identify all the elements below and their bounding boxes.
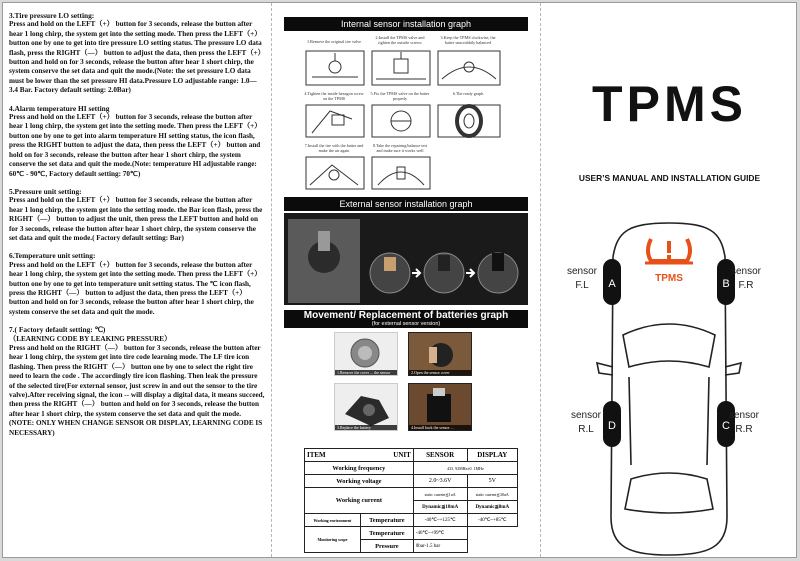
working-current-label: Working current xyxy=(305,488,414,514)
sensor-label-rear-right xyxy=(729,409,759,437)
section-heading: 3.Tire pressure LO setting: xyxy=(9,11,95,20)
section-body: Press and hold on the RIGHT（—） button for 3 seconds, release the button after hear 1 long chirp, the system get into tire code learning mode. The LF tire icon flashing. Then press the RIGHT（—） button one by one to select the right tire need to learn the code . The accordingly tire icon flashing. Then leak the pressure of the selected tire(For external sensor, just screw in and out the sensor to the tire valve).After receiving signal, the icon -- will display a digital data, it means succeed, then press the RIGHT（—） button and hold on for 3 seconds, release the button after hear 1 short chirp, the system conserve the set data and quit the mode. (NOTE: ONLY WHEN CHANGE SENSOR OR DISPLAY, LEARNING CODE IS NECESSARY) xyxy=(9,344,265,437)
section-temperature-unit xyxy=(9,251,265,317)
step-caption: 1.Remove the original tire valve xyxy=(306,39,362,44)
working-voltage-label: Working voltage xyxy=(305,475,414,488)
working-environment-label: Working environment xyxy=(305,514,361,527)
middle-panel xyxy=(272,3,540,557)
monitoring-pressure-value: 0bar-1.5 bar xyxy=(413,540,467,553)
working-frequency-value: 433. 92MHz±0. 1MHz xyxy=(413,462,517,475)
battery-replacement-title xyxy=(284,310,528,328)
battery-photo-caption: 2.Open the sensor cover xyxy=(409,370,471,375)
tpms-warning-icon xyxy=(645,239,693,263)
battery-photo xyxy=(408,332,472,376)
external-sensor-photos xyxy=(284,213,528,305)
monitoring-temperature-value: -40℃~+99℃ xyxy=(413,527,467,540)
sensor-position: R.L xyxy=(578,424,594,435)
step-caption: 8.Take the repairing/balance test and make sure it works well xyxy=(372,143,428,153)
section-body: Press and hold on the LEFT（+） button for 3 seconds, release the button after hear 1 long chirp, the system get into the setting mode. Then press the LEFT（+） button one by one to get into alarm temperature HI setting status, the icon flash, press the RIGHT button to adjust the data, then press the LEFT（+） button and hold on for 3 seconds, release the button after hear 1 short chirp, the system conserve the set data and quit the mode.(Note: temperature HI adjustable range: 60℃ - 90℃, Factory default setting: 70℃) xyxy=(9,113,262,178)
sensor-label-front-left xyxy=(567,265,597,293)
section-body: Press and hold on the LEFT（+） button for 3 seconds, release the button after hear 1 long chirp, the system get into the setting mode. Then press the LEFT（+） button one by one to get into temperature unit setting status. The ℃ icon flash, press the RIGHT（—） button to adjust the data, then press the LEFT（+） button and hold on for 3 seconds, release the button after hear 1 short chirp, the system conserve the set data and quit the mode. xyxy=(9,260,262,316)
section-subheading: （LEARNING CODE BY LEAKING PRESSURE） xyxy=(9,334,172,343)
section-heading: 4.Alarm temperature HI setting xyxy=(9,103,110,113)
table-header-item-unit xyxy=(305,449,414,462)
section-temperature-hi xyxy=(9,104,265,179)
car-tpms-label: TPMS xyxy=(655,273,683,284)
battery-subtitle: (for external sensor version) xyxy=(371,321,441,327)
car-top-view-diagram xyxy=(589,217,749,558)
specification-table xyxy=(304,448,518,553)
battery-photo xyxy=(408,383,472,431)
sensor-position: F.R xyxy=(738,280,754,291)
working-frequency-label: Working frequency xyxy=(305,462,414,475)
empty-cell xyxy=(467,540,517,553)
monitoring-scope-label: Monitoring scope xyxy=(305,527,361,553)
section-learning-code xyxy=(9,325,265,438)
tire-letter-d: D xyxy=(608,420,616,432)
battery-title-text: Movement/ Replacement of batteries graph xyxy=(303,310,509,321)
working-current-sensor-dynamic: Dynamic≦18mA xyxy=(413,501,467,514)
working-environment-param: Temperature xyxy=(360,514,413,527)
manual-sheet xyxy=(2,2,797,558)
step-caption: 4.Tighten the inside hexagon screw on the TPMS xyxy=(304,91,364,101)
battery-photo xyxy=(334,383,398,431)
table-row xyxy=(305,488,518,501)
table-row xyxy=(305,475,518,488)
sensor-label-front-right xyxy=(731,265,761,293)
battery-photo-caption: 3.Replace the battery xyxy=(335,425,397,430)
table-row xyxy=(305,514,518,527)
working-voltage-sensor: 2.0~3.6V xyxy=(413,475,467,488)
step-caption: 2.Install the TPMS valve and tighten the outside screws xyxy=(375,35,425,45)
step-caption: 7.Install the tire with the batter and make the air again xyxy=(304,143,364,153)
section-heading: 7.( Factory default setting: ℃) xyxy=(9,325,106,335)
section-pressure-lo xyxy=(9,11,265,96)
sensor-position: R.R xyxy=(735,424,753,435)
header-item: ITEM xyxy=(307,451,326,459)
header-unit: UNIT xyxy=(393,451,411,459)
working-environment-sensor: -40℃~+125℃ xyxy=(413,514,467,527)
sensor-word: sensor xyxy=(567,266,598,277)
monitoring-temperature-label: Temperature xyxy=(360,527,413,540)
table-row xyxy=(305,527,518,540)
section-pressure-unit xyxy=(9,187,265,243)
working-current-sensor-static: static current≦1uA xyxy=(413,488,467,501)
section-body: Press and hold on the LEFT（+） button for 3 seconds, release the button after hear 1 long chirp, the system get into the setting mode. Then press the LEFT（+） button one by one to get into tire pressure LO setting status. The pressure LO data flash, press the RIGHT（—） button to adjust the data, then press the LEFT（+） button and hold on for 3 seconds, release the button after hear 1 short chirp, the system conserve the set data and quit the mode.(Note: the set pressure LO data must be lower than the set pressure HI data.Pressure LO adjustable range: 1.0—3.4 Bar. Factory default setting: 2.0Bar) xyxy=(9,20,265,95)
sensor-word: sensor xyxy=(571,410,602,421)
sensor-label-rear-left xyxy=(571,409,601,437)
working-current-display-dynamic: Dynamic≦8mA xyxy=(467,501,517,514)
tire-letter-a: A xyxy=(608,278,616,290)
sensor-word: sensor xyxy=(731,266,762,277)
header-sensor: SENSOR xyxy=(413,449,467,462)
right-panel xyxy=(541,3,797,557)
external-sensor-title: External sensor installation graph xyxy=(284,197,528,211)
tire-letter-b: B xyxy=(722,278,730,290)
tire-letter-c: C xyxy=(722,420,730,432)
battery-photo-caption: 4.Install back the sensor ... xyxy=(409,425,471,430)
step-caption: 6.The ready graph xyxy=(452,91,484,96)
sensor-position: F.L xyxy=(575,280,589,291)
working-current-display-static: static current≦30uA xyxy=(467,488,517,501)
working-environment-display: -40℃~+85℃ xyxy=(467,514,517,527)
header-display: DISPLAY xyxy=(467,449,517,462)
section-heading: 5.Pressure unit setting: xyxy=(9,186,82,196)
table-row xyxy=(305,462,518,475)
battery-photo xyxy=(334,332,398,376)
monitoring-pressure-label: Pressure xyxy=(360,540,413,553)
step-caption: 5.Fix the TPMS valve on the batter properly xyxy=(370,91,430,101)
step-caption: 3.Keep the TPMS clockwise, the batter unscrubbily balanced xyxy=(440,35,496,45)
working-voltage-display: 5V xyxy=(467,475,517,488)
table-header-row xyxy=(305,449,518,462)
sensor-word: sensor xyxy=(729,410,760,421)
empty-cell xyxy=(467,527,517,540)
section-body: Press and hold on the LEFT（+） button for 3 seconds, release the button after hear 1 long chirp, the system get into the setting mode. the Bar icon flash, press the RIGHT（—） button to adjust the unit, then press the LEFT button and hold on for 3 seconds, release the button after hear 1 short chirp, the system conserve the set data and quit the mode.( Factory default setting: Bar) xyxy=(9,196,263,242)
battery-photo-caption: 1.Remove the cover ... the sensor xyxy=(335,370,397,375)
cover-subtitle: USER’S MANUAL AND INSTALLATION GUIDE xyxy=(578,173,761,183)
cover-title: TPMS xyxy=(592,76,747,132)
section-heading: 6.Temperature unit setting: xyxy=(9,251,96,261)
left-panel xyxy=(3,3,271,557)
internal-sensor-title: Internal sensor installation graph xyxy=(284,17,528,31)
internal-installation-sketches xyxy=(302,49,512,191)
